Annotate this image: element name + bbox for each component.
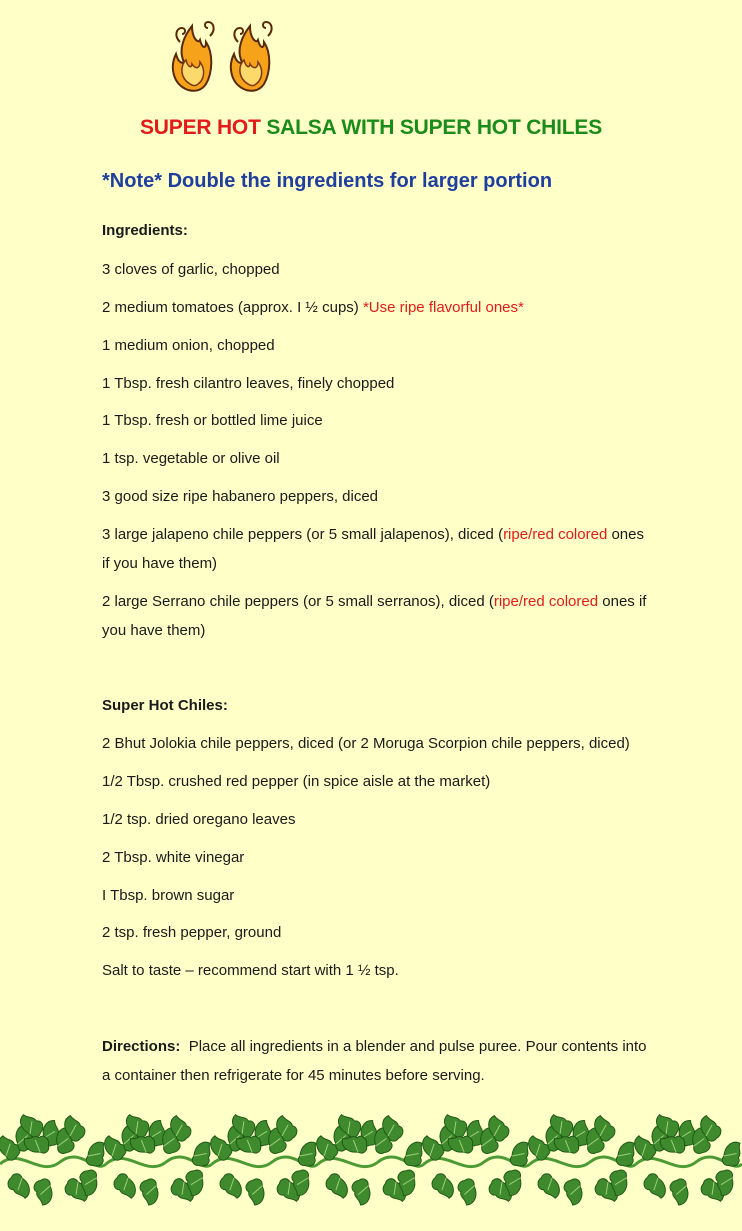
title-part-red: SUPER HOT xyxy=(139,116,261,139)
directions-text: Place all ingredients in a blender and pulse puree. Pour contents into a container then refrigerate for 45 minutes before serving. xyxy=(102,1038,647,1084)
super-hot-item: Salt to taste – recommend start with 1 ½ tsp. xyxy=(102,962,399,979)
super-hot-item: 2 tsp. fresh pepper, ground xyxy=(102,924,282,941)
super-hot-item: 2 Tbsp. white vinegar xyxy=(102,849,245,866)
ingredient-item: 3 good size ripe habanero peppers, diced xyxy=(102,488,379,505)
cilantro-vine-border xyxy=(0,1112,742,1208)
ingredient-item: 1 tsp. vegetable or olive oil xyxy=(102,450,280,467)
super-hot-item: I Tbsp. brown sugar xyxy=(102,887,235,904)
ingredient-item: 1 medium onion, chopped xyxy=(102,337,275,354)
super-hot-heading: Super Hot Chiles: xyxy=(102,697,228,714)
page-title xyxy=(0,116,742,140)
ingredient-item: 1 Tbsp. fresh or bottled lime juice xyxy=(102,412,323,429)
flame-icon xyxy=(231,22,272,91)
ingredient-item: 1 Tbsp. fresh cilantro leaves, finely chopped xyxy=(102,375,395,392)
ingredient-item: 3 large jalapeno chile peppers (or 5 small jalapenos), diced (ripe/red colored ones if you have them) xyxy=(102,526,644,572)
directions xyxy=(102,1032,650,1090)
ingredient-item: 3 cloves of garlic, chopped xyxy=(102,261,280,278)
super-hot-item: 1/2 tsp. dried oregano leaves xyxy=(102,811,296,828)
portion-note: *Note* Double the ingredients for larger portion xyxy=(102,170,553,192)
ingredients-heading: Ingredients: xyxy=(102,222,188,239)
ingredient-item: 2 medium tomatoes (approx. I ½ cups) *Use ripe flavorful ones* xyxy=(102,299,524,316)
tomato-note: *Use ripe flavorful ones* xyxy=(362,299,524,316)
super-hot-item: 1/2 Tbsp. crushed red pepper (in spice aisle at the market) xyxy=(102,773,491,790)
super-hot-item: 2 Bhut Jolokia chile peppers, diced (or 2 Moruga Scorpion chile peppers, diced) xyxy=(102,735,630,752)
flame-icons xyxy=(166,18,278,94)
ingredient-item: 2 large Serrano chile peppers (or 5 small serranos), diced (ripe/red colored ones if you have them) xyxy=(102,593,647,639)
flame-icon xyxy=(173,22,214,91)
ripe-highlight: ripe/red colored xyxy=(503,526,608,543)
directions-label: Directions: xyxy=(102,1038,181,1055)
ripe-highlight: ripe/red colored xyxy=(493,593,599,610)
title-part-green: SALSA WITH SUPER HOT CHILES xyxy=(266,116,603,139)
